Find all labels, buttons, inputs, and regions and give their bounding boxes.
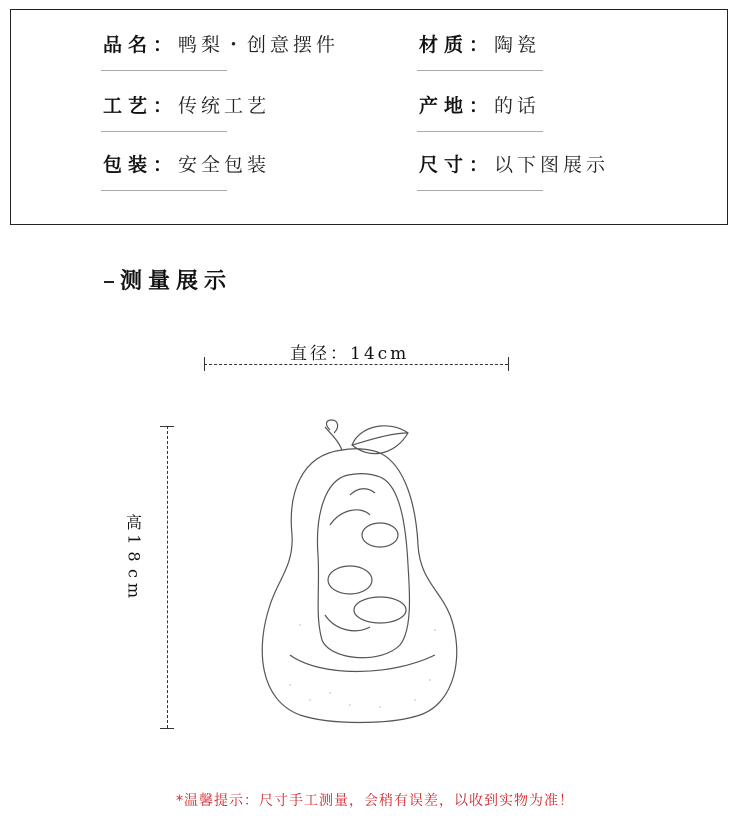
spec-value: 安全包装 bbox=[178, 154, 271, 176]
spec-value: 传统工艺 bbox=[178, 95, 271, 117]
diameter-tick-right bbox=[508, 357, 509, 371]
spec-value: 陶瓷 bbox=[494, 34, 541, 56]
spec-underline bbox=[101, 190, 227, 191]
spec-underline bbox=[417, 70, 543, 71]
spec-row-name bbox=[103, 30, 339, 62]
height-label bbox=[124, 514, 144, 599]
diameter-line bbox=[204, 364, 508, 365]
spec-underline bbox=[417, 190, 543, 191]
spec-value: 以下图展示 bbox=[494, 154, 610, 176]
height-digit: c bbox=[124, 569, 144, 578]
spec-row-origin bbox=[419, 91, 540, 123]
height-line bbox=[167, 426, 168, 728]
height-digit: 8 bbox=[124, 551, 144, 562]
section-title bbox=[104, 264, 232, 295]
spec-row-craft bbox=[103, 91, 270, 123]
spec-row-package bbox=[103, 150, 270, 182]
spec-key: 工艺： bbox=[103, 95, 179, 117]
spec-row-size bbox=[419, 150, 609, 182]
diameter-label: 直径：14cm bbox=[290, 344, 410, 364]
spec-underline bbox=[417, 131, 543, 132]
title-dash bbox=[104, 281, 114, 283]
height-label-char: 高 bbox=[125, 513, 142, 532]
spec-box bbox=[10, 9, 728, 225]
spec-value: 鸭梨・创意摆件 bbox=[178, 34, 340, 56]
spec-key: 产地： bbox=[419, 95, 495, 117]
pear-sketch-image bbox=[230, 415, 480, 735]
spec-value: 的话 bbox=[494, 95, 541, 117]
spec-underline bbox=[101, 131, 227, 132]
height-digit: m bbox=[124, 582, 144, 599]
spec-row-material bbox=[419, 30, 540, 62]
section-title-text: 测量展示 bbox=[120, 269, 233, 294]
diameter-tick-left bbox=[204, 357, 205, 371]
spec-key: 品名： bbox=[103, 34, 179, 56]
spec-key: 包装： bbox=[103, 154, 179, 176]
spec-key: 材质： bbox=[419, 34, 495, 56]
spec-key: 尺寸： bbox=[419, 154, 495, 176]
height-tick-top bbox=[160, 426, 174, 427]
warm-tip-note: *温馨提示：尺寸手工测量，会稍有误差，以收到实物为准！ bbox=[176, 793, 574, 809]
height-digit: 1 bbox=[124, 534, 144, 545]
height-tick-bottom bbox=[160, 728, 174, 729]
height-label-value bbox=[124, 531, 144, 599]
spec-underline bbox=[101, 70, 227, 71]
